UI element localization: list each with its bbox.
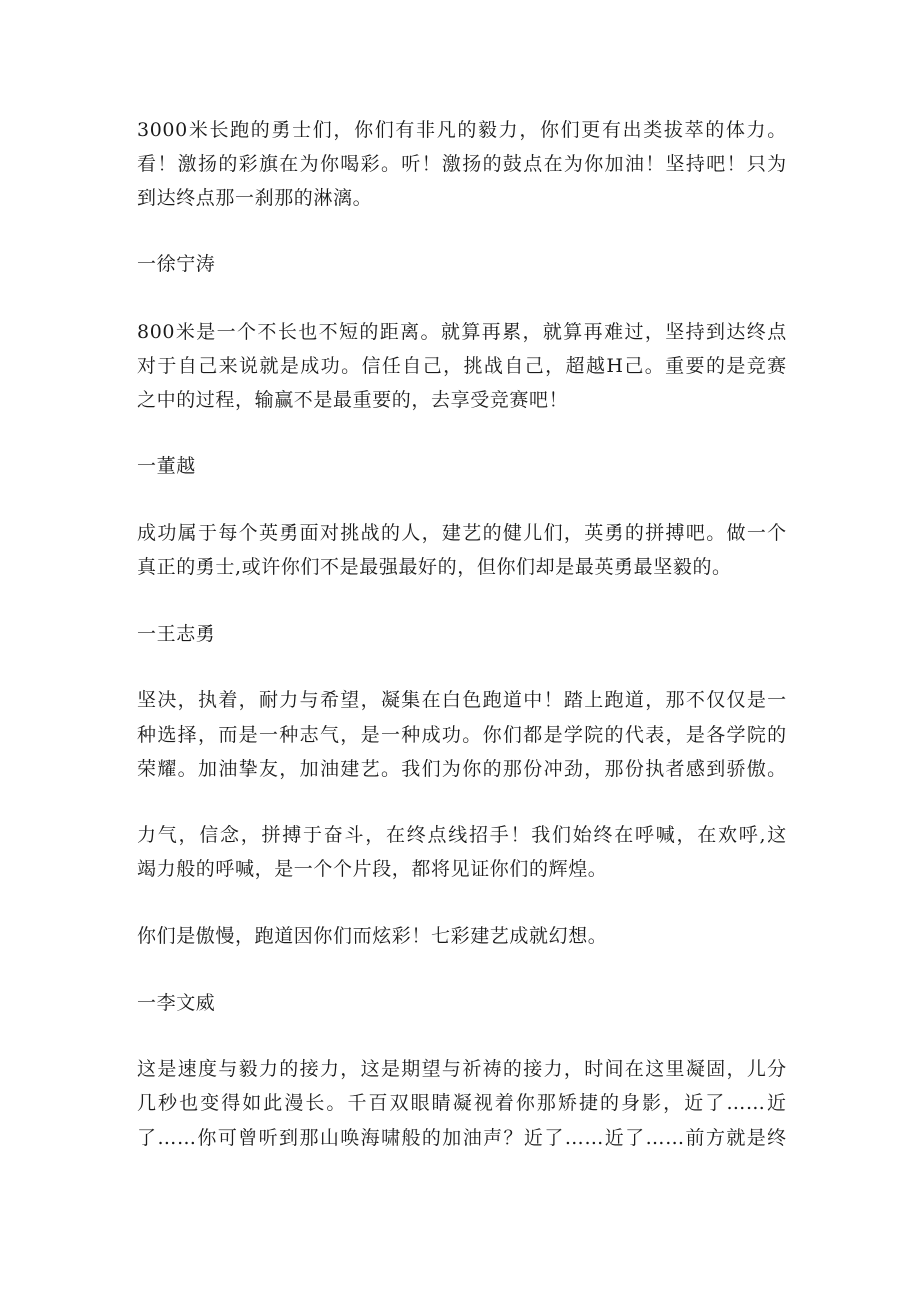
signature-line: 一董越 xyxy=(137,455,196,477)
signature-line: 一王志勇 xyxy=(137,623,216,645)
paragraph-line: 3000 米 长 跑 的 勇 士 们 ， 你 们 有 非 凡 的 毅 力 ， 你 们 更 有 出 类 拔 萃 的 体 力 。 xyxy=(137,119,787,141)
paragraph-line: 竭力般的呼喊，是一个个片段，都将见证你们的辉煌。 xyxy=(137,858,608,880)
paragraph-line: 看 ！ 激 扬 的 彩 旗 在 为 你 喝 彩 。 听 ！ 激 扬 的 鼓 点 在 为 你 加 油 ！ 坚 持 吧 ！ 只 为 xyxy=(137,153,787,175)
paragraph-line: 荣 耀 。 加 油 挚 友 ， 加 油 建 艺 。 我 们 为 你 的 那 份 冲 劲 ， 那 份 执 者 感 到 骄 傲 。 xyxy=(137,758,787,780)
paragraph-line: 800 米 是 一 个 不 长 也 不 短 的 距 离 。 就 算 再 累 ， 就 算 再 难 过 ， 坚 持 到 达 终 点 xyxy=(137,321,787,343)
paragraph-line: 对 于 自 己 来 说 就 是 成 功 。 信 任 自 己 ， 挑 战 自 己 ， 超 越 H 己 。 重 要 的 是 竞 赛 xyxy=(137,355,787,377)
paragraph-line: 种 选 择 ， 而 是 一 种 志 气 ， 是 一 种 成 功 。 你 们 都 是 学 院 的 代 表 ， 是 各 学 院 的 xyxy=(137,724,787,746)
paragraph-line: 力 气 ， 信 念 ， 拼 搏 于 奋 斗 ， 在 终 点 线 招 手 ！ 我 们 始 终 在 呼 喊 ， 在 欢 呼 , 这 xyxy=(137,824,787,846)
paragraph-line: 之中的过程，输赢不是最重要的，去享受竞赛吧！ xyxy=(137,389,569,411)
paragraph-line: 到达终点那一刹那的淋漓。 xyxy=(137,187,373,209)
paragraph-line: 你们是傲慢，跑道因你们而炫彩！七彩建艺成就幻想。 xyxy=(137,925,608,947)
paragraph-line: 真正的勇士,或许你们不是最强最好的，但你们却是最英勇最坚毅的。 xyxy=(137,556,732,578)
paragraph-line: 这 是 速 度 与 毅 力 的 接 力 ， 这 是 期 望 与 祈 祷 的 接 力 ， 时 间 在 这 里 凝 固 ， 儿 分 xyxy=(137,1058,787,1080)
signature-line: 一徐宁涛 xyxy=(137,253,216,275)
signature-line: 一李文威 xyxy=(137,992,216,1014)
paragraph-line: 成 功 属 于 每 个 英 勇 面 对 挑 战 的 人 ， 建 艺 的 健 儿 们 ， 英 勇 的 拼 搏 吧 。 做 一 个 xyxy=(137,522,787,544)
paragraph-line: 坚 决 ， 执 着 ， 耐 力 与 希 望 ， 凝 集 在 白 色 跑 道 中 ！ 踏 上 跑 道 ， 那 不 仅 仅 是 一 xyxy=(137,689,787,711)
paragraph-line: 几 秒 也 变 得 如 此 漫 长 。 千 百 双 眼 睛 凝 视 着 你 那 矫 捷 的 身 影 ， 近 了 …… 近 xyxy=(137,1092,787,1114)
paragraph-line: 了 …… 你 可 曾 听 到 那 山 唤 海 啸 般 的 加 油 声 ？ 近 了 …… 近 了 …… 前 方 就 是 终 xyxy=(137,1127,787,1149)
